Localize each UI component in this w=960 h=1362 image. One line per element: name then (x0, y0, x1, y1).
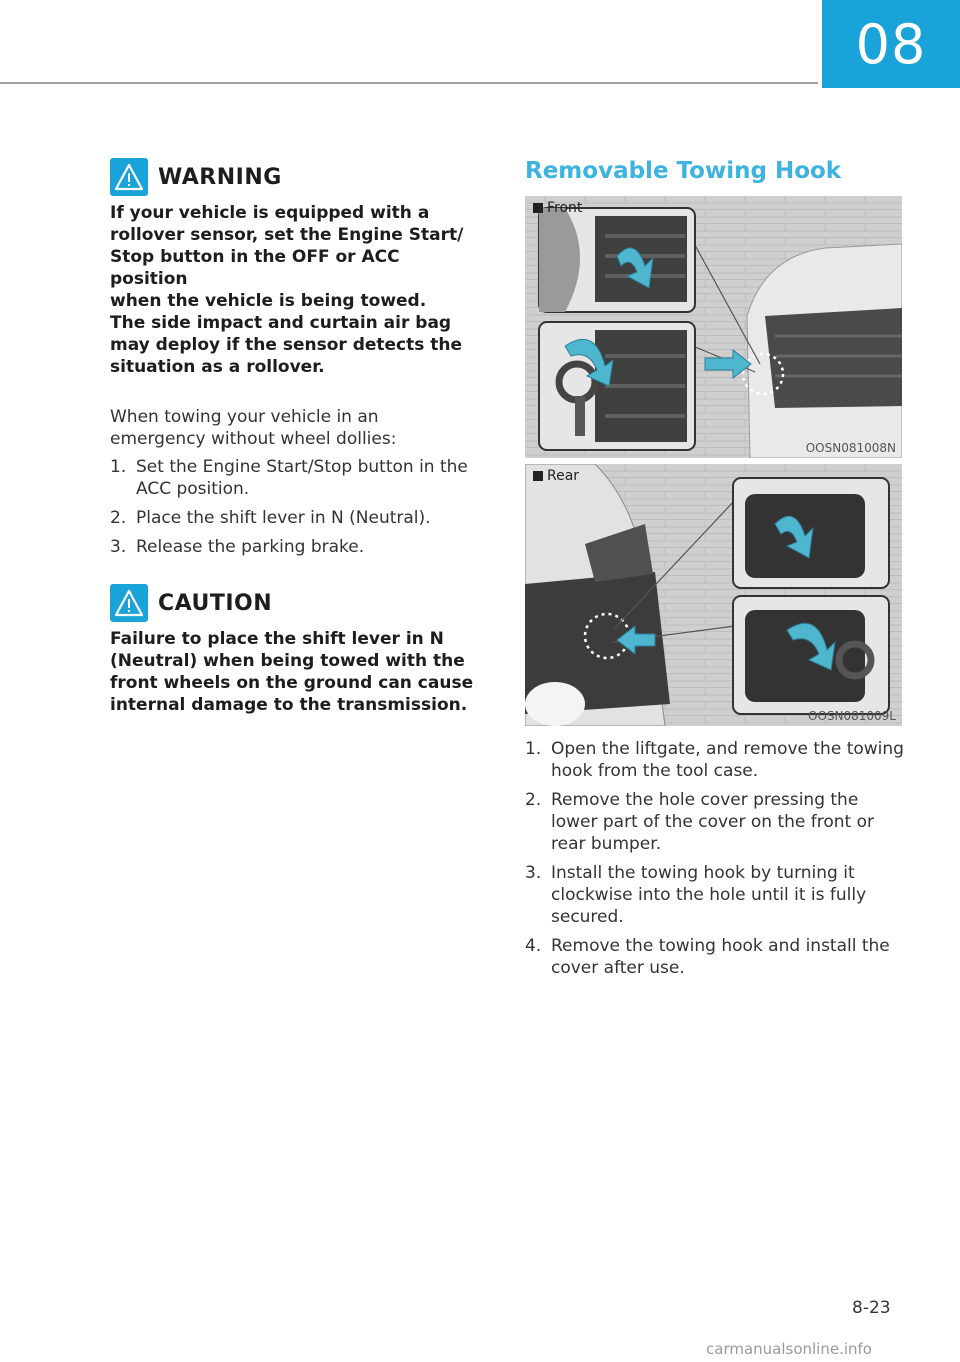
warning-header (110, 158, 480, 196)
section-title: Removable Towing Hook (525, 158, 842, 184)
figure-code: OOSN081008N (805, 441, 896, 455)
step-number: 4. (525, 936, 542, 956)
figure-label-text: Rear (547, 468, 580, 484)
step-text: Open the liftgate, and remove the towing hook from the tool case. (551, 739, 904, 781)
step-number: 2. (525, 790, 542, 810)
left-column (110, 158, 480, 716)
list-item (525, 935, 905, 979)
warning-text (110, 202, 480, 378)
warning-line: The side impact and curtain air bag (110, 313, 452, 333)
step-text: Install the towing hook by turning it clockwise into the hole until it is fully secured. (551, 863, 867, 927)
warning-line: may deploy if the sensor detects the (110, 335, 463, 355)
front-illustration (525, 196, 902, 458)
step-number: 1. (525, 739, 542, 759)
intro-line: When towing your vehicle in an (110, 407, 379, 427)
step-text: Place the shift lever in N (Neutral). (136, 508, 431, 528)
warning-line: rollover sensor, set the Engine Start/ (110, 225, 464, 245)
warning-line: If your vehicle is equipped with a (110, 203, 430, 223)
page-number: 8-23 (852, 1298, 891, 1318)
list-item (525, 738, 905, 782)
step-text: Remove the towing hook and install the cover after use. (551, 936, 890, 978)
caution-text (110, 628, 480, 716)
step-number: 3. (110, 537, 127, 557)
caution-header (110, 584, 480, 622)
caution-title: CAUTION (158, 590, 273, 616)
caution-line: Failure to place the shift lever in N (110, 629, 444, 649)
right-column (525, 158, 905, 986)
warning-line: when the vehicle is being towed. (110, 291, 427, 311)
front-towing-figure (525, 196, 902, 458)
chapter-tab (822, 0, 960, 88)
step-text: Set the Engine Start/Stop button in the ACC position. (136, 457, 468, 499)
chapter-number: 08 (855, 12, 927, 76)
square-bullet-icon (533, 471, 543, 481)
list-item (110, 536, 480, 558)
hook-steps (525, 738, 905, 979)
figure-label-text: Front (547, 200, 583, 216)
list-item (110, 456, 480, 500)
warning-line: situation as a rollover. (110, 357, 325, 377)
header-rule (0, 82, 818, 84)
towing-steps (110, 456, 480, 558)
list-item (525, 789, 905, 855)
warning-title: WARNING (158, 164, 282, 190)
figure-label-front (533, 200, 582, 216)
caution-line: (Neutral) when being towed with the (110, 651, 465, 671)
step-number: 2. (110, 508, 127, 528)
rear-towing-figure (525, 464, 902, 726)
warning-line: Stop button in the OFF or ACC position (110, 247, 400, 289)
list-item (525, 862, 905, 928)
warning-triangle-icon (110, 584, 148, 622)
caution-line: internal damage to the transmission. (110, 695, 468, 715)
step-text: Remove the hole cover pressing the lower part of the cover on the front or rear bumper. (551, 790, 875, 854)
watermark: carmanualsonline.info (706, 1340, 872, 1358)
caution-line: front wheels on the ground can cause (110, 673, 474, 693)
step-number: 1. (110, 457, 127, 477)
step-text: Release the parking brake. (136, 537, 365, 557)
figure-label-rear (533, 468, 579, 484)
towing-intro (110, 406, 480, 450)
square-bullet-icon (533, 203, 543, 213)
warning-triangle-icon (110, 158, 148, 196)
rear-illustration (525, 464, 902, 726)
list-item (110, 507, 480, 529)
step-number: 3. (525, 863, 542, 883)
intro-line: emergency without wheel dollies: (110, 429, 397, 449)
figure-code: OOSN081009L (808, 709, 896, 723)
